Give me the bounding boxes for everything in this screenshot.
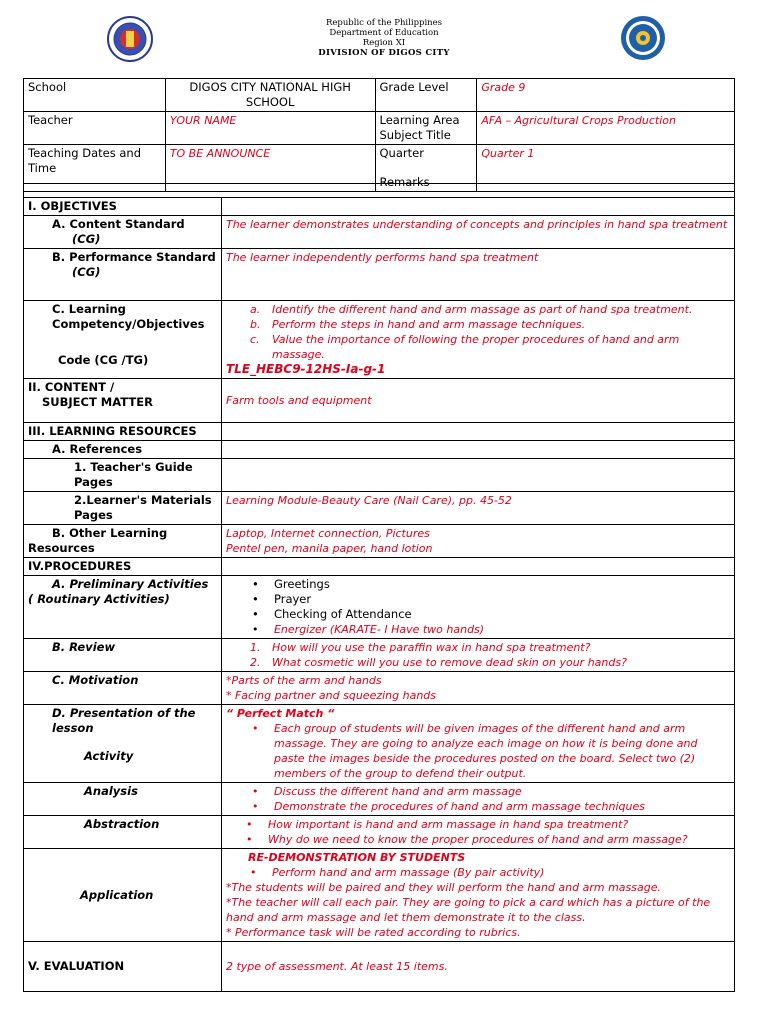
competency-list	[226, 302, 730, 362]
competency-label: C. Learning Competency/Objectives Code (CG /TG)	[24, 301, 222, 379]
activity-list	[226, 721, 730, 781]
dates-label: Teaching Dates and Time	[24, 145, 166, 192]
motivation-value: *Parts of the arm and hands * Facing partner and squeezing hands	[221, 672, 734, 705]
application-item: • Perform hand and arm massage (By pair activity)	[249, 866, 545, 879]
learners-materials-label: 2.Learner's Materials Pages	[24, 492, 222, 525]
competency-value	[221, 301, 734, 379]
analysis-item: • Demonstrate the procedures of hand and arm massage techniques	[251, 800, 646, 813]
competency-item: b. Perform the steps in hand and arm massage techniques.	[249, 318, 586, 331]
analysis-label: Analysis	[24, 783, 222, 816]
references-label: A. References	[24, 441, 222, 459]
school-label: School	[24, 79, 166, 112]
analysis-item: • Discuss the different hand and arm massage	[251, 785, 522, 798]
application-list	[226, 865, 730, 880]
competency-item: a. Identify the different hand and arm massage as part of hand spa treatment.	[249, 303, 693, 316]
abstraction-list	[226, 817, 730, 847]
procedures-empty	[221, 558, 734, 576]
procedures-heading: IV.PROCEDURES	[24, 558, 222, 576]
other-resources-value: Laptop, Internet connection, Pictures Pentel pen, manila paper, hand lotion	[221, 525, 734, 558]
analysis-value	[221, 783, 734, 816]
presentation-label: D. Presentation of the lesson Activity	[24, 705, 222, 783]
content-standard-value: The learner demonstrates understanding of concepts and principles in hand spa treatment	[221, 216, 734, 249]
objectives-heading: I. OBJECTIVES	[24, 198, 222, 216]
presentation-title: “ Perfect Match “	[225, 707, 335, 720]
application-label: Application	[24, 849, 222, 942]
objectives-empty	[221, 198, 734, 216]
abstraction-item: • How important is hand and arm massage in hand spa treatment?	[245, 818, 629, 831]
preliminary-item: • Checking of Attendance	[251, 607, 412, 621]
grade-label: Grade Level	[375, 79, 477, 112]
performance-standard-value: The learner independently performs hand spa treatment	[221, 249, 734, 301]
preliminary-item: • Greetings	[251, 577, 330, 591]
header-division: DIVISION OF DIGOS CITY	[318, 48, 450, 58]
dates-value: TO BE ANNOUNCE	[165, 145, 375, 192]
presentation-value	[221, 705, 734, 783]
performance-standard-label: B. Performance Standard (CG)	[24, 249, 222, 301]
abstraction-value	[221, 816, 734, 849]
info-table	[23, 78, 735, 192]
activity-item: • Each group of students will be given images of the different hand and arm massage. They are going to analyze each image on how it is being done and paste the images beside the procedures posted on the board. Select two (2) members of the group to defend their output.	[251, 722, 698, 780]
review-value	[221, 639, 734, 672]
content-heading: II. CONTENT / SUBJECT MATTER	[24, 379, 222, 423]
evaluation-value: 2 type of assessment. At least 15 items.	[221, 942, 734, 992]
teacher-value: YOUR NAME	[165, 112, 375, 145]
header-region: Region XI	[362, 38, 406, 48]
application-title: RE-DEMONSTRATION BY STUDENTS	[247, 851, 466, 864]
header-republic: Republic of the Philippines	[325, 18, 443, 28]
learners-materials-value: Learning Module-Beauty Care (Nail Care), pp. 45-52	[221, 492, 734, 525]
content-value: Farm tools and equipment	[221, 379, 734, 423]
application-value: RE-DEMONSTRATION BY STUDENTS • Perform hand and arm massage (By pair activity) *The students will be paired and they will perform the hand and arm massage. *The teacher will call each pair. They are going to pick a card which has a picture of the hand and arm massage and let them demonstrate it to the class. * Performance task will be rated according to rubrics.	[221, 849, 734, 942]
area-label: Learning Area Subject Title	[375, 112, 477, 145]
review-list	[226, 640, 730, 670]
spacer-row	[24, 184, 735, 198]
quarter-value: Quarter 1	[477, 145, 735, 192]
abstraction-item: • Why do we need to know the proper procedures of hand and arm massage?	[245, 833, 688, 846]
preliminary-item: • Prayer	[251, 592, 312, 606]
content-standard-label: A. Content Standard (CG)	[24, 216, 222, 249]
division-seal-icon	[619, 14, 667, 62]
resources-empty	[221, 423, 734, 441]
lesson-plan-table	[23, 183, 735, 992]
teacher-label: Teacher	[24, 112, 166, 145]
preliminary-label: A. Preliminary Activities ( Routinary Activities)	[24, 576, 222, 639]
area-value: AFA – Agricultural Crops Production	[477, 112, 735, 145]
resources-heading: III. LEARNING RESOURCES	[24, 423, 222, 441]
review-label: B. Review	[24, 639, 222, 672]
abstraction-label: Abstraction	[24, 816, 222, 849]
preliminary-list	[226, 577, 730, 637]
grade-value: Grade 9	[477, 79, 735, 112]
review-item: 1. How will you use the paraffin wax in hand spa treatment?	[249, 641, 591, 654]
references-empty	[221, 441, 734, 459]
header-deped: Department of Education	[329, 28, 439, 38]
other-resources-label: B. Other Learning Resources	[24, 525, 222, 558]
preliminary-item: • Energizer (KARATE- I Have two hands)	[251, 623, 485, 636]
teachers-guide-label: 1. Teacher's Guide Pages	[24, 459, 222, 492]
preliminary-value	[221, 576, 734, 639]
code-value: TLE_HEBC9-12HS-Ia-g-1	[225, 362, 386, 376]
competency-item: c. Value the importance of following the proper procedures of hand and arm massage.	[249, 333, 680, 361]
quarter-remarks-label: Quarter Remarks	[375, 145, 477, 192]
analysis-list	[226, 784, 730, 814]
review-item: 2. What cosmetic will you use to remove dead skin on your hands?	[249, 656, 627, 669]
school-value: DIGOS CITY NATIONAL HIGH SCHOOL	[165, 79, 375, 112]
document-header	[0, 12, 768, 72]
evaluation-label: V. EVALUATION	[24, 942, 222, 992]
motivation-label: C. Motivation	[24, 672, 222, 705]
teachers-guide-value	[221, 459, 734, 492]
